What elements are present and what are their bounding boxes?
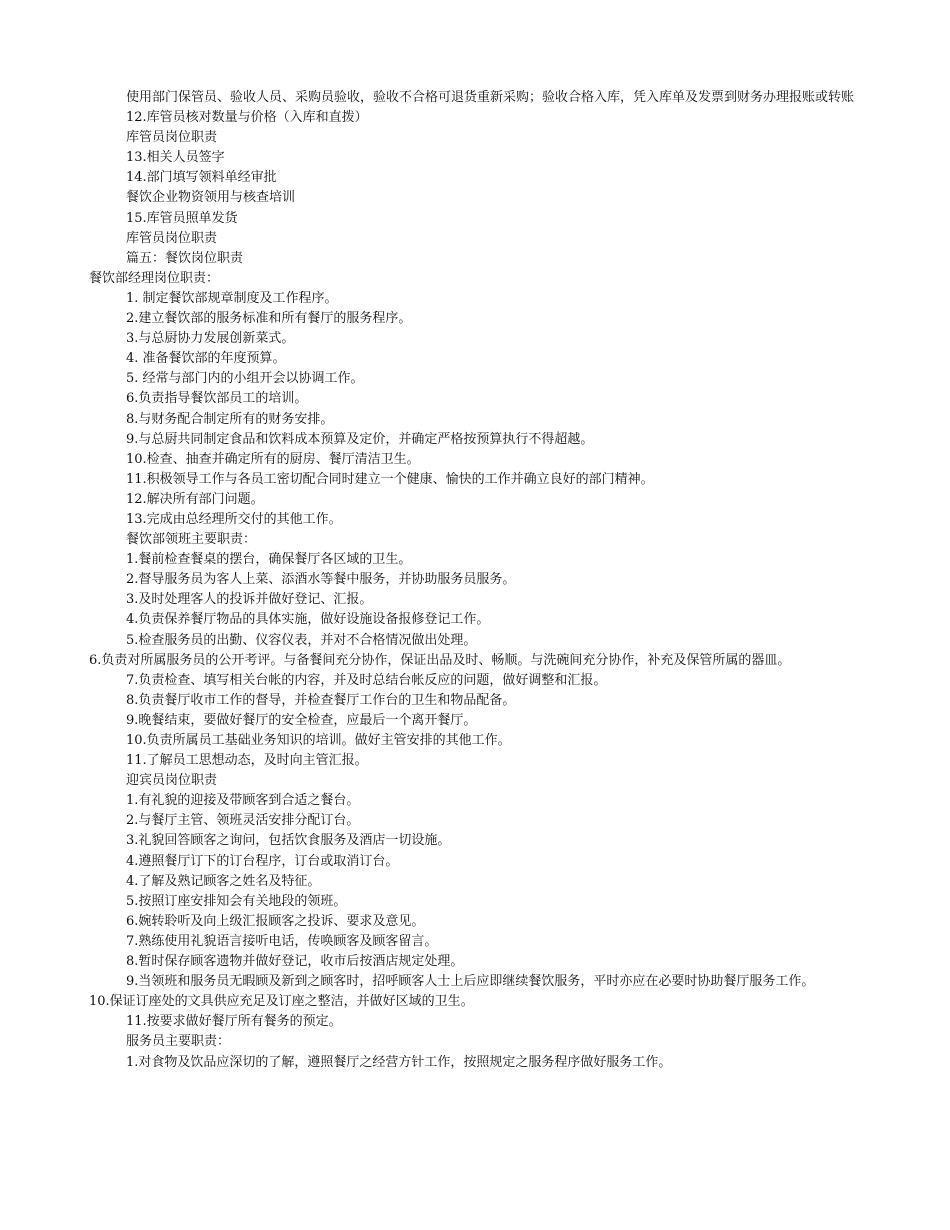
paragraph: 1.餐前检查餐桌的摆台，确保餐厅各区域的卫生。 <box>126 552 412 568</box>
paragraph: 12.库管员核对数量与价格（入库和直拨） <box>126 110 368 126</box>
paragraph: 9.当领班和服务员无暇顾及新到之顾客时，招呼顾客人士上后应即继续餐饮服务，平时亦应在必要时协助餐厅服务工作。 <box>126 974 815 990</box>
paragraph: 9.与总厨共同制定食品和饮料成本预算及定价，并确定严格按预算执行不得超越。 <box>126 431 594 447</box>
paragraph: 7.负责检查、填写相关台帐的内容，并及时总结台帐反应的问题，做好调整和汇报。 <box>126 672 607 688</box>
paragraph: 4. 准备餐饮部的年度预算。 <box>126 351 286 367</box>
paragraph: 4.了解及熟记顾客之姓名及特征。 <box>126 873 321 889</box>
paragraph: 6.负责指导餐饮部员工的培训。 <box>126 391 308 407</box>
paragraph: 11.积极领导工作与各员工密切配合同时建立一个健康、愉快的工作并确立良好的部门精神。 <box>126 471 654 487</box>
paragraph: 7.熟练使用礼貌语言接听电话，传唤顾客及顾客留言。 <box>126 933 438 949</box>
paragraph: 2.督导服务员为客人上菜、添酒水等餐中服务，并协助服务员服务。 <box>126 572 516 588</box>
document-body <box>89 88 861 1073</box>
paragraph: 4.负责保养餐厅物品的具体实施，做好设施设备报修登记工作。 <box>126 612 490 628</box>
paragraph: 3.与总厨协力发展创新菜式。 <box>126 331 295 347</box>
subsection-heading: 迎宾员岗位职责 <box>126 773 218 789</box>
paragraph: 11.按要求做好餐厅所有餐务的预定。 <box>126 1014 342 1030</box>
paragraph: 8.负责餐厅收市工作的督导，并检查餐厅工作台的卫生和物品配备。 <box>126 692 516 708</box>
paragraph: 4.遵照餐厅订下的订台程序，订台或取消订台。 <box>126 853 399 869</box>
paragraph: 13.完成由总经理所交付的其他工作。 <box>126 511 342 527</box>
paragraph: 10.保证订座处的文具供应充足及订座之整洁，并做好区域的卫生。 <box>89 994 474 1010</box>
paragraph: 使用部门保管员、验收人员、采购员验收，验收不合格可退货重新采购；验收合格入库，凭入库单及发票到财务办理报账或转账 <box>126 90 855 105</box>
paragraph: 15.库管员照单发货 <box>126 210 238 226</box>
paragraph: 5.按照订座安排知会有关地段的领班。 <box>126 893 347 909</box>
paragraph: 2.与餐厅主管、领班灵活安排分配订台。 <box>126 813 360 829</box>
paragraph: 5.检查服务员的出勤、仪容仪表，并对不合格情况做出处理。 <box>126 632 477 648</box>
paragraph: 8.与财务配合制定所有的财务安排。 <box>126 411 334 427</box>
subsection-heading: 餐饮部领班主要职责： <box>126 532 257 548</box>
paragraph: 12.解决所有部门问题。 <box>126 491 264 507</box>
paragraph: 9.晚餐结束，要做好餐厅的安全检查，应最后一个离开餐厅。 <box>126 712 477 728</box>
paragraph: 库管员岗位职责 <box>126 230 218 246</box>
paragraph: 3.及时处理客人的投诉并做好登记、汇报。 <box>126 592 373 608</box>
paragraph: 10.负责所属员工基础业务知识的培训。做好主管安排的其他工作。 <box>126 733 511 748</box>
paragraph: 餐饮企业物资领用与核查培训 <box>126 190 296 206</box>
paragraph: 8.暂时保存顾客遗物并做好登记，收市后按酒店规定处理。 <box>126 954 464 970</box>
paragraph: 6.婉转聆听及向上级汇报顾客之投诉、要求及意见。 <box>126 913 425 929</box>
paragraph: 11.了解员工思想动态，及时向主管汇报。 <box>126 753 368 769</box>
subsection-heading: 服务员主要职责： <box>126 1034 231 1050</box>
paragraph: 1.有礼貌的迎接及带顾客到合适之餐台。 <box>126 793 360 809</box>
paragraph: 3.礼貌回答顾客之询问，包括饮食服务及酒店一切设施。 <box>126 833 451 849</box>
section-heading: 篇五：餐饮岗位职责 <box>126 250 244 266</box>
paragraph: 库管员岗位职责 <box>126 130 218 146</box>
paragraph: 13.相关人员签字 <box>126 150 225 166</box>
paragraph: 5. 经常与部门内的小组开会以协调工作。 <box>126 371 364 387</box>
paragraph: 14.部门填写领料单经审批 <box>126 170 277 186</box>
paragraph: 2.建立餐饮部的服务标准和所有餐厅的服务程序。 <box>126 311 412 327</box>
paragraph: 1.对食物及饮品应深切的了解，遵照餐厅之经营方针工作，按照规定之服务程序做好服务工作。 <box>126 1054 672 1070</box>
paragraph: 10.检查、抽查并确定所有的厨房、餐厅清洁卫生。 <box>126 451 420 467</box>
subsection-heading: 餐饮部经理岗位职责： <box>89 270 220 286</box>
paragraph: 6.负责对所属服务员的公开考评。与备餐间充分协作，保证出品及时、畅顺。与洗碗间充分协作，补充及保管所属的器皿。 <box>89 652 791 668</box>
paragraph: 1. 制定餐饮部规章制度及工作程序。 <box>126 290 338 306</box>
